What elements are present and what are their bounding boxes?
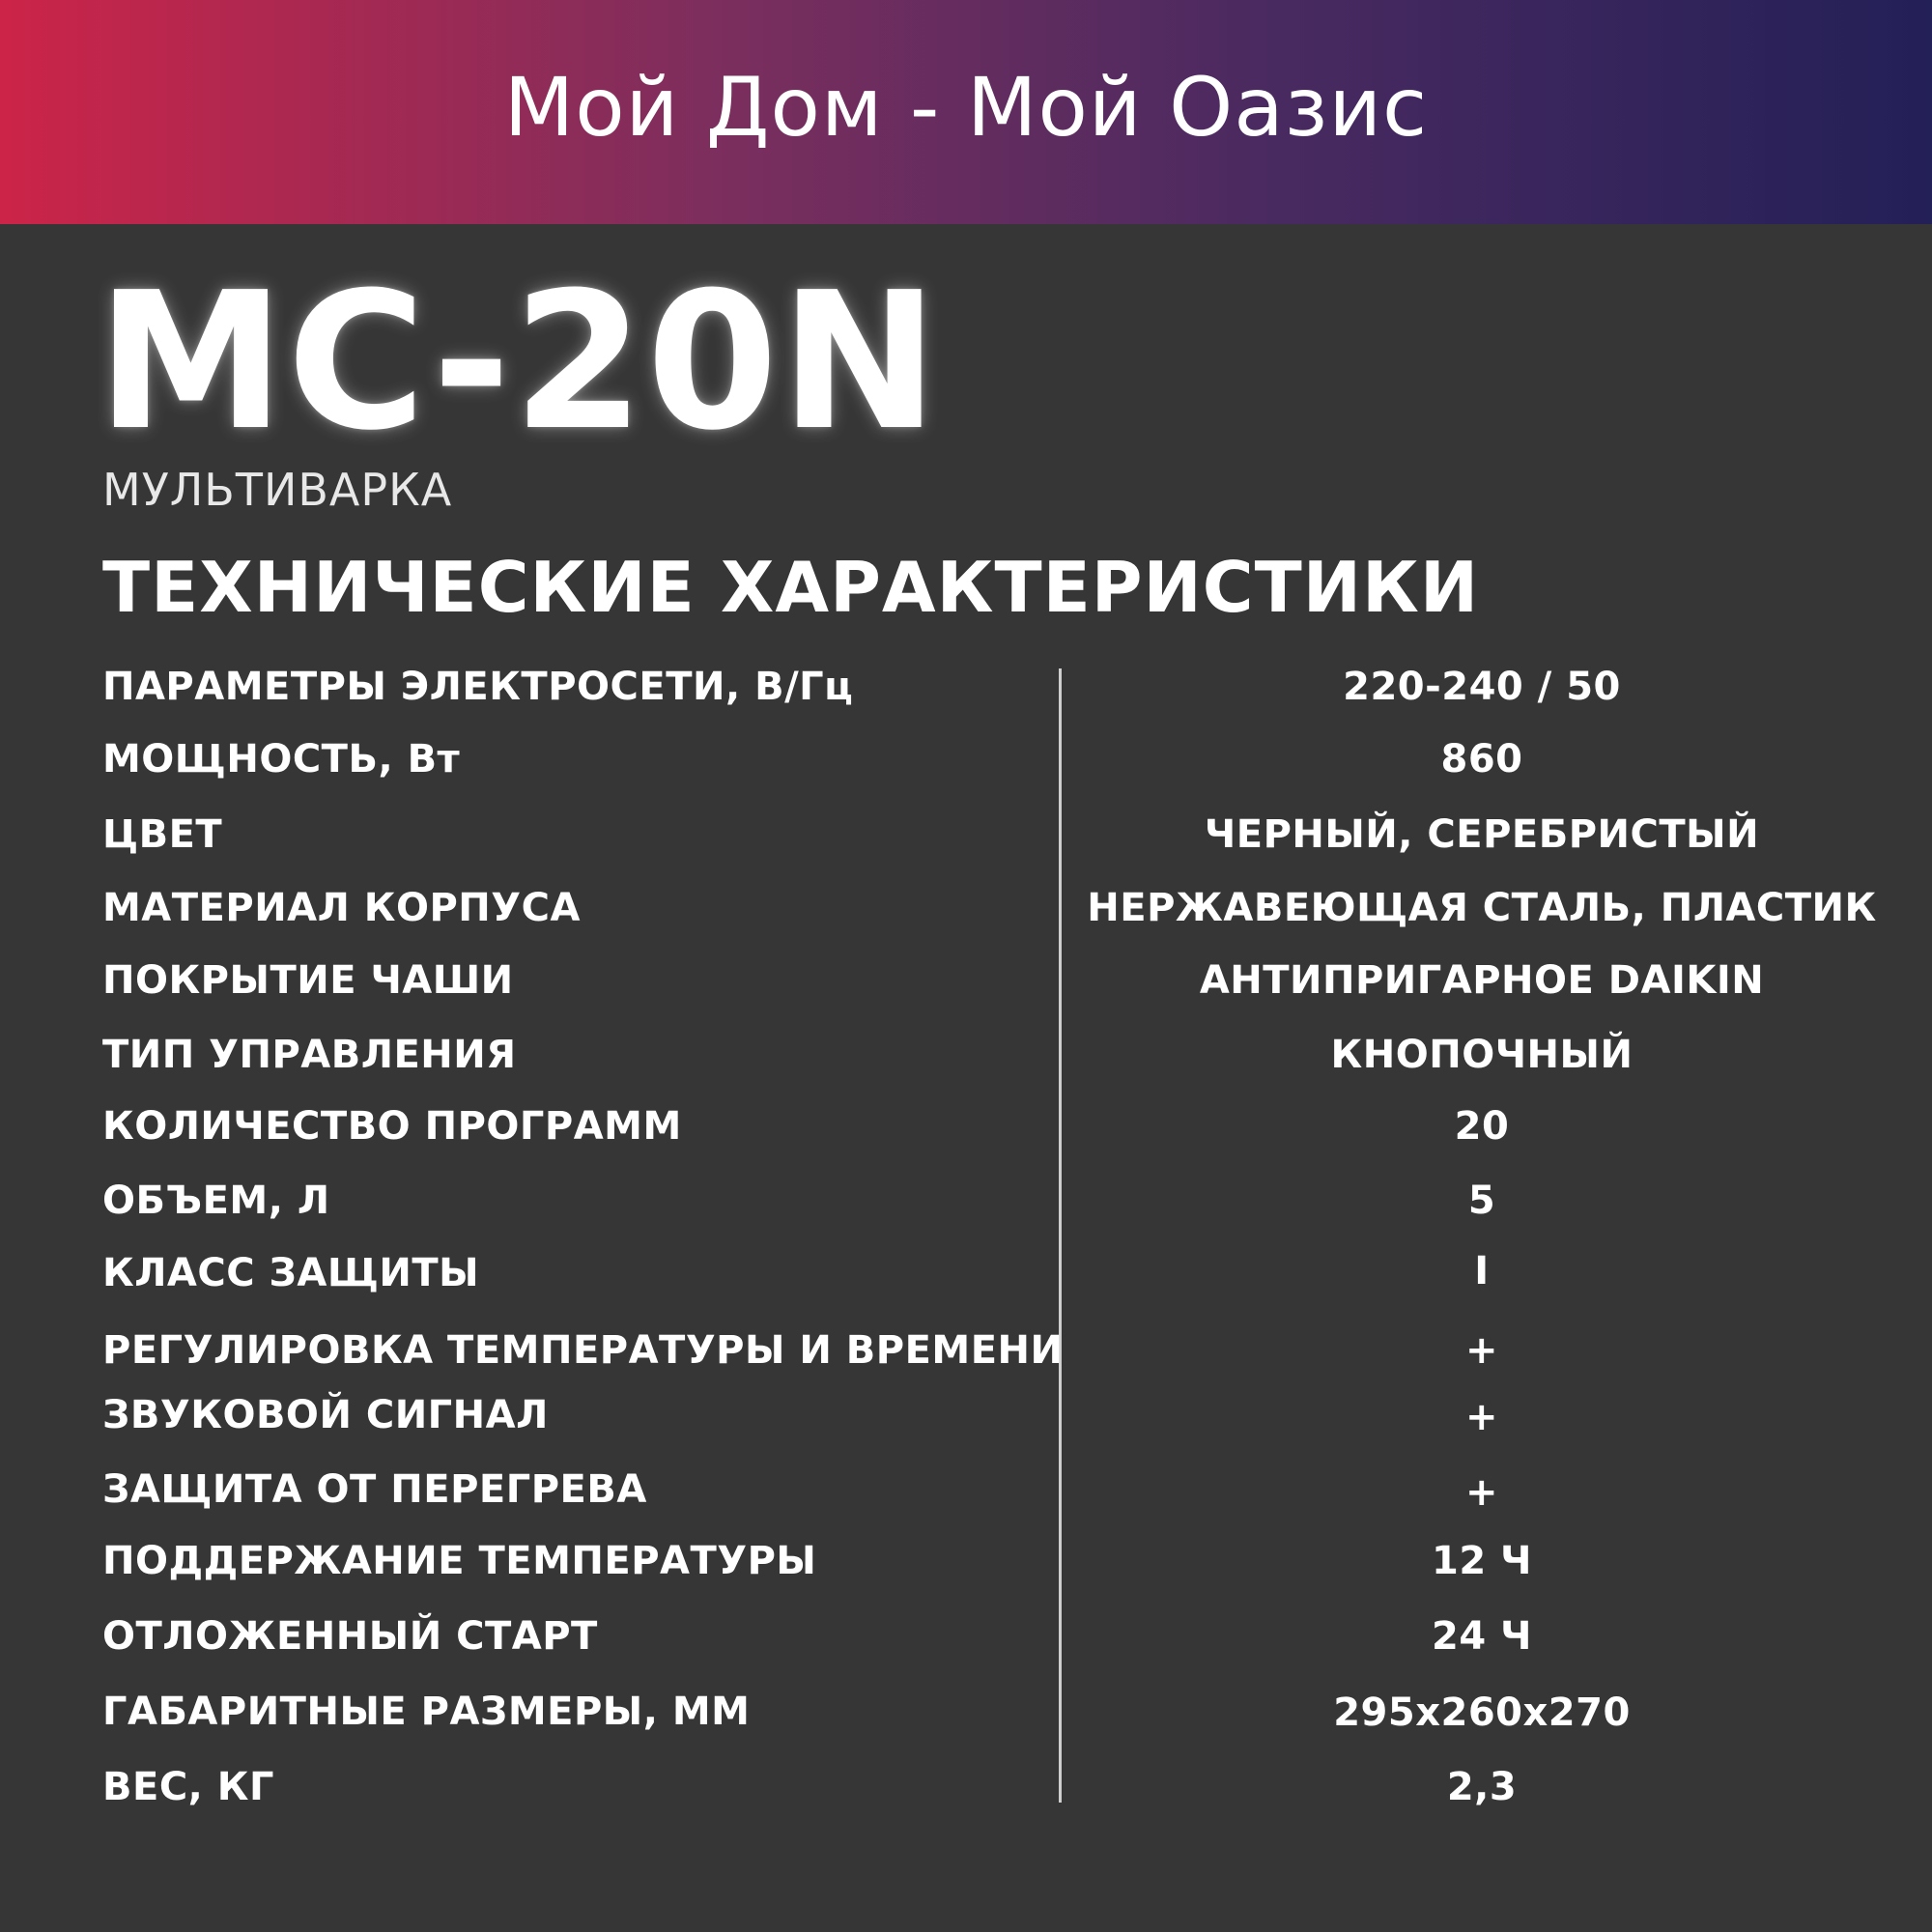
spec-value: I [1474,1249,1490,1293]
spec-value: ЧЕРНЫЙ, СЕРЕБРИСТЫЙ [1204,812,1760,857]
spec-label: ПОКРЫТИЕ ЧАШИ [102,958,514,1003]
spec-value: + [1464,1470,1499,1515]
model-name: MC-20N [97,252,941,472]
spec-label: ЗВУКОВОЙ СИГНАЛ [102,1393,549,1437]
header-banner [0,0,1932,224]
spec-label: ОТЛОЖЕННЫЙ СТАРТ [102,1614,598,1659]
spec-value: КНОПОЧНЫЙ [1330,1033,1634,1077]
column-divider [1059,668,1062,1803]
spec-label: ВЕС, КГ [102,1765,274,1809]
spec-label: ПАРАМЕТРЫ ЭЛЕКТРОСЕТИ, В/Гц [102,665,854,709]
spec-label: ГАБАРИТНЫЕ РАЗМЕРЫ, ММ [102,1690,751,1734]
spec-value: 220-240 / 50 [1343,665,1621,709]
spec-value: 860 [1440,737,1523,781]
spec-value: НЕРЖАВЕЮЩАЯ СТАЛЬ, ПЛАСТИК [1087,886,1877,930]
spec-label: МОЩНОСТЬ, Вт [102,737,461,781]
specs-title: ТЕХНИЧЕСКИЕ ХАРАКТЕРИСТИКИ [102,547,1480,628]
spec-value: 2,3 [1446,1765,1518,1809]
spec-value: 295х260х270 [1333,1690,1631,1735]
spec-value: 5 [1467,1179,1496,1223]
spec-value: + [1464,1395,1499,1439]
spec-value: АНТИПРИГАРНОЕ DAIKIN [1199,958,1765,1003]
spec-label: РЕГУЛИРОВКА ТЕМПЕРАТУРЫ И ВРЕМЕНИ [102,1328,1064,1373]
spec-value: + [1464,1328,1499,1373]
spec-value: 24 Ч [1432,1614,1532,1659]
spec-label: ОБЪЕМ, Л [102,1179,330,1223]
spec-label: ЗАЩИТА ОТ ПЕРЕГРЕВА [102,1467,647,1512]
spec-value: 20 [1454,1104,1510,1149]
spec-label: КЛАСС ЗАЩИТЫ [102,1251,480,1295]
spec-value: 12 Ч [1432,1539,1532,1583]
brand-slogan: Мой Дом - Мой Оазис [503,60,1429,155]
spec-label: КОЛИЧЕСТВО ПРОГРАММ [102,1104,682,1149]
spec-label: ПОДДЕРЖАНИЕ ТЕМПЕРАТУРЫ [102,1539,817,1583]
spec-label: ЦВЕТ [102,812,223,857]
product-category: МУЛЬТИВАРКА [102,464,453,516]
spec-label: ТИП УПРАВЛЕНИЯ [102,1033,517,1077]
spec-label: МАТЕРИАЛ КОРПУСА [102,886,581,930]
